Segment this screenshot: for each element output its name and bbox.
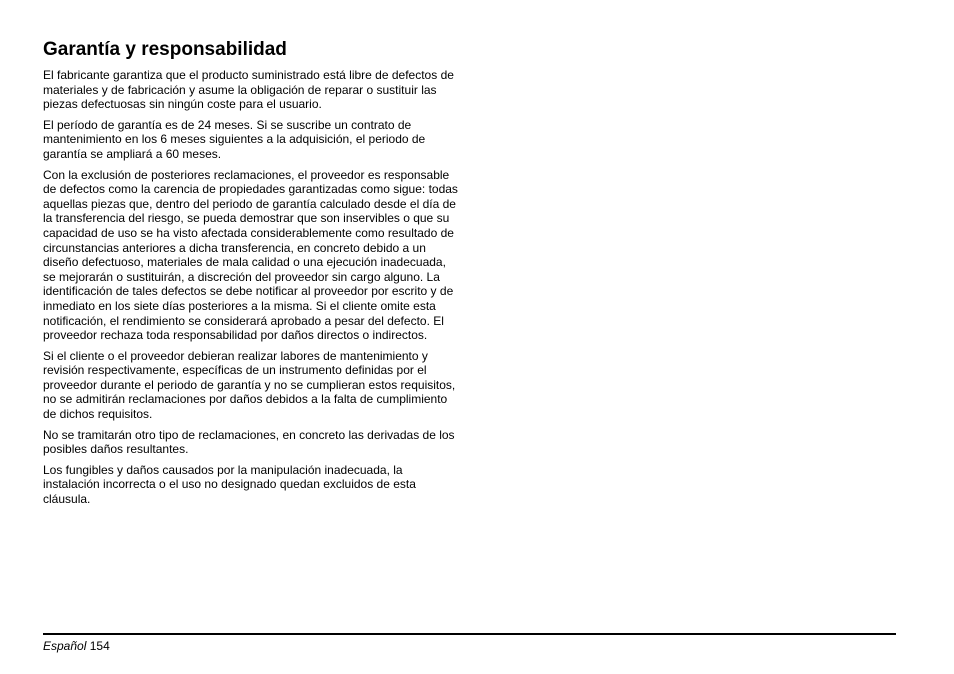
section-title: Garantía y responsabilidad [43,39,287,60]
paragraph-warranty-period: El período de garantía es de 24 meses. Si se suscribe un contrato de mantenimiento en los 6 meses siguientes a la adquisición, el periodo de garantía se ampliará a 60 meses. [43,117,426,161]
page-footer [43,639,110,653]
paragraph-supplier-liability: Con la exclusión de posteriores reclamaciones, el proveedor es responsable de defectos como la carencia de propiedades garantizadas como sigue: todas aquellas piezas que, dentro del periodo de garantía calculado desde el día de la transferencia del riesgo, se pueda demostrar que son inservibles o que su capacidad de uso se ha visto afectada considerablemente como resultado de circunstancias anteriores a dicha transferencia, en concreto debido a un diseño defectuoso, materiales de mala calidad o una ejecución inadecuada, se mejorarán o sustituirán, a discreción del proveedor sin cargo alguno. La identificación de tales defectos se debe notificar al proveedor por escrito y de inmediato en los siete días posteriores a la misma. Si el cliente omite esta notificación, el rendimiento se considerará aprobado a pesar del defecto. El proveedor rechaza toda responsabilidad por daños directos o indirectos. [43,167,458,343]
footer-divider [43,633,896,635]
footer-page-number: 154 [89,639,110,653]
paragraph-warranty-scope: El fabricante garantiza que el producto suministrado está libre de defectos de materiales y de fabricación y asume la obligación de reparar o sustituir las piezas defectuosas sin ningún coste para el usuario. [43,68,454,112]
footer-language: Español [43,639,87,653]
paragraph-other-claims: No se tramitarán otro tipo de reclamaciones, en concreto las derivadas de los posibles daños resultantes. [43,427,455,457]
paragraph-maintenance-requirements: Si el cliente o el proveedor debieran realizar labores de mantenimiento y revisión respectivamente, específicas de un instrumento definidas por el proveedor durante el periodo de garantía y no se cumplieran estos requisitos, no se admitirán reclamaciones por daños debidos a la falta de cumplimiento de dichos requisitos. [43,348,456,422]
paragraph-exclusions: Los fungibles y daños causados por la manipulación inadecuada, la instalación incorrecta o el uso no designado quedan excluidos de esta cláusula. [43,462,416,507]
warranty-section [43,38,458,513]
